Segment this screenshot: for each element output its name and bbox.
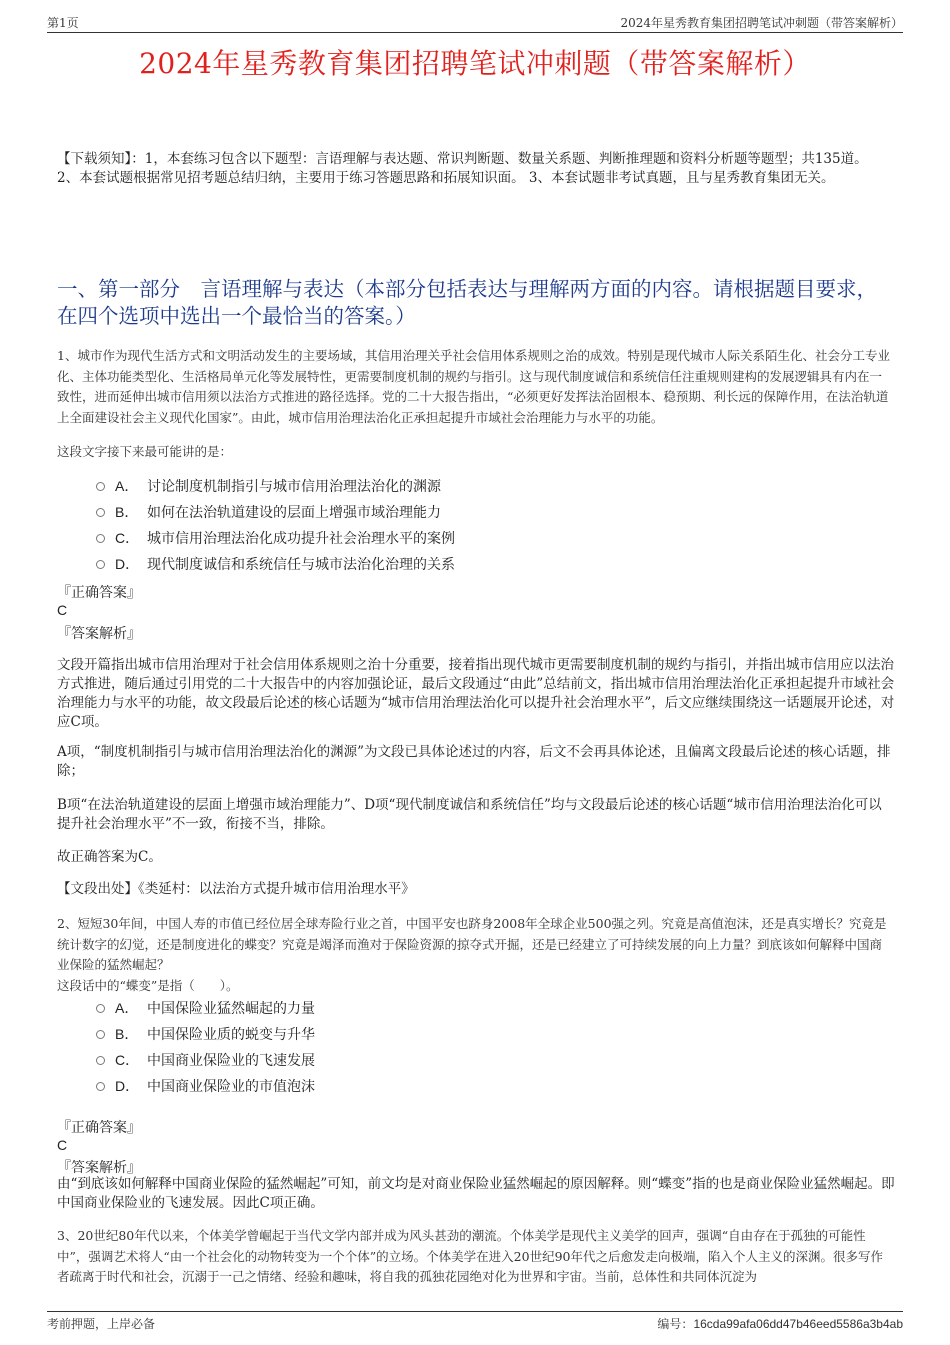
option-b[interactable] [96, 499, 890, 525]
document-title: 2024年星秀教育集团招聘笔试冲刺题（带答案解析） [139, 47, 811, 80]
radio-icon[interactable] [96, 534, 105, 543]
option-letter: B． [115, 504, 139, 520]
analysis-conclusion: 故正确答案为C。 [57, 849, 162, 865]
footer-code-block [657, 1315, 903, 1332]
analysis-label: 『答案解析』 [57, 1160, 141, 1176]
option-text: 中国保险业猛然崛起的力量 [147, 1001, 315, 1017]
option-text: 讨论制度机制指引与城市信用治理法治化的渊源 [147, 479, 441, 495]
analysis-paragraph: 文段开篇指出城市信用治理对于社会信用体系规则之治十分重要，接着指出现代城市更需要制度机制的规约与指引，并指出城市信用应以法治方式推进，随后通过引用党的二十大报告中的内容加强论证，最后文段通过“由此”总结前文，指出城市信用治理法治化正承担起提升市域社会治理能力与水平的功能，故文段最后论述的核心话题为“城市信用治理法治化可以提升社会治理水平”，后文应继续围绕这一话题展开论述，对应C项。 [57, 657, 895, 730]
footer-code: 16cda99afa06dd47b46eed5586a3b4ab [693, 1317, 903, 1331]
radio-icon[interactable] [96, 1056, 105, 1065]
footer-slogan: 考前押题，上岸必备 [47, 1317, 156, 1331]
radio-icon[interactable] [96, 1030, 105, 1039]
source-citation: 【文段出处】《类延村：以法治方式提升城市信用治理水平》 [57, 881, 415, 897]
option-letter: C． [115, 1052, 140, 1068]
question-2-text: 2、短短30年间，中国人寿的市值已经位居全球寿险行业之首，中国平安也跻身2008年全球企业500强之列。究竟是高值泡沫，还是真实增长？究竟是统计数字的幻觉，还是制度进化的蝶变？究竟是竭泽而渔对于保险资源的掠夺式开掘，还是已经建立了可持续发展的向上力量？到底该如何解释中国商业保险的猛然崛起？ [57, 916, 887, 972]
option-letter: B． [115, 1026, 139, 1042]
option-c[interactable] [96, 525, 890, 551]
radio-icon[interactable] [96, 1082, 105, 1091]
option-letter: D． [115, 556, 140, 572]
page-footer [47, 1311, 903, 1332]
radio-icon[interactable] [96, 508, 105, 517]
option-text: 中国商业保险业的飞速发展 [147, 1053, 315, 1069]
correct-answer: C [57, 602, 68, 618]
option-letter: A． [115, 1000, 139, 1016]
correct-answer-label: 『正确答案』 [57, 585, 141, 601]
option-a[interactable] [96, 473, 890, 499]
option-text: 现代制度诚信和系统信任与城市法治化治理的关系 [147, 557, 455, 573]
option-letter: D． [115, 1078, 140, 1094]
option-letter: C． [115, 530, 140, 546]
header-doc-title: 2024年星秀教育集团招聘笔试冲刺题（带答案解析） [620, 16, 903, 30]
option-letter: A． [115, 478, 139, 494]
question-1-text: 1、城市作为现代生活方式和文明活动发生的主要场域，其信用治理关乎社会信用体系规则之治的成效。特别是现代城市人际关系陌生化、社会分工专业化、主体功能类型化、生活格局单元化等发展特性，更需要制度机制的规约与指引。这与现代制度诚信和系统信任注重规则建构的发展逻辑具有内在一致性，进而延伸出城市信用须以法治方式推进的路径选择。党的二十大报告指出，“必须更好发挥法治固根本、稳预期、利长远的保障作用，在法治轨道上全面建设社会主义现代化国家”。由此，城市信用治理法治化正承担起提升市域社会治理能力与水平的功能。 [57, 348, 890, 425]
radio-icon[interactable] [96, 1004, 105, 1013]
download-notice: 【下载须知】：1，本套练习包含以下题型：言语理解与表达题、常识判断题、数量关系题、判断推理题和资料分析题等题型；共135道。 2、本套试题根据常见招考题总结归纳，主要用于练习答题思路和拓展知识面。 3、本套试题非考试真题，且与星秀教育集团无关。 [57, 151, 868, 186]
option-text: 如何在法治轨道建设的层面上增强市域治理能力 [147, 505, 441, 521]
option-text: 城市信用治理法治化成功提升社会治理水平的案例 [147, 531, 455, 547]
question-2-prompt: 这段话中的“蝶变”是指（ ）。 [57, 978, 239, 993]
analysis-paragraph: B项“在法治轨道建设的层面上增强市域治理能力”、D项“现代制度诚信和系统信任”均与文段最后论述的核心话题“城市信用治理法治化可以提升社会治理水平”不一致，衔接不当，排除。 [57, 797, 882, 832]
analysis-paragraph: 由“到底该如何解释中国商业保险的猛然崛起”可知，前文均是对商业保险业猛然崛起的原因解释。则“蝶变”指的也是商业保险业猛然崛起。即中国商业保险业的飞速发展。因此C项正确。 [57, 1176, 895, 1211]
correct-answer-label: 『正确答案』 [57, 1120, 141, 1136]
option-c[interactable] [96, 1047, 890, 1073]
option-text: 中国商业保险业的市值泡沫 [147, 1079, 315, 1095]
question-2-options [96, 995, 890, 1099]
correct-answer: C [57, 1137, 68, 1153]
page-number: 第1页 [47, 16, 79, 30]
question-1-prompt: 这段文字接下来最可能讲的是： [57, 444, 233, 459]
option-d[interactable] [96, 1073, 890, 1099]
page-header [47, 14, 903, 33]
question-1-options [96, 473, 890, 577]
section-heading: 一、第一部分 言语理解与表达（本部分包括表达与理解两方面的内容。请根据题目要求，在四个选项中选出一个最恰当的答案。） [57, 277, 877, 328]
option-text: 中国保险业质的蜕变与升华 [147, 1027, 315, 1043]
analysis-label: 『答案解析』 [57, 626, 141, 642]
footer-code-label: 编号： [657, 1317, 694, 1331]
radio-icon[interactable] [96, 560, 105, 569]
question-3-text: 3、20世纪80年代以来，个体美学曾崛起于当代文学内部并成为风头甚劲的潮流。个体美学是现代主义美学的回声，强调“自由存在于孤独的可能性中”，强调艺术将人“由一个社会化的动物转变为一个个体”的立场。个体美学在进入20世纪90年代之后愈发走向极端，陷入个人主义的深渊。很多写作者疏离于时代和社会，沉溺于一己之情绪、经验和趣味，将自我的孤独花园绝对化为世界和宇宙。当前，总体性和共同体沉淀为 [57, 1228, 883, 1284]
option-d[interactable] [96, 551, 890, 577]
option-b[interactable] [96, 1021, 890, 1047]
analysis-paragraph: A项，“制度机制指引与城市信用治理法治化的渊源”为文段已具体论述过的内容，后文不会再具体论述，且偏离文段最后论述的核心话题，排除； [57, 744, 891, 779]
radio-icon[interactable] [96, 482, 105, 491]
option-a[interactable] [96, 995, 890, 1021]
